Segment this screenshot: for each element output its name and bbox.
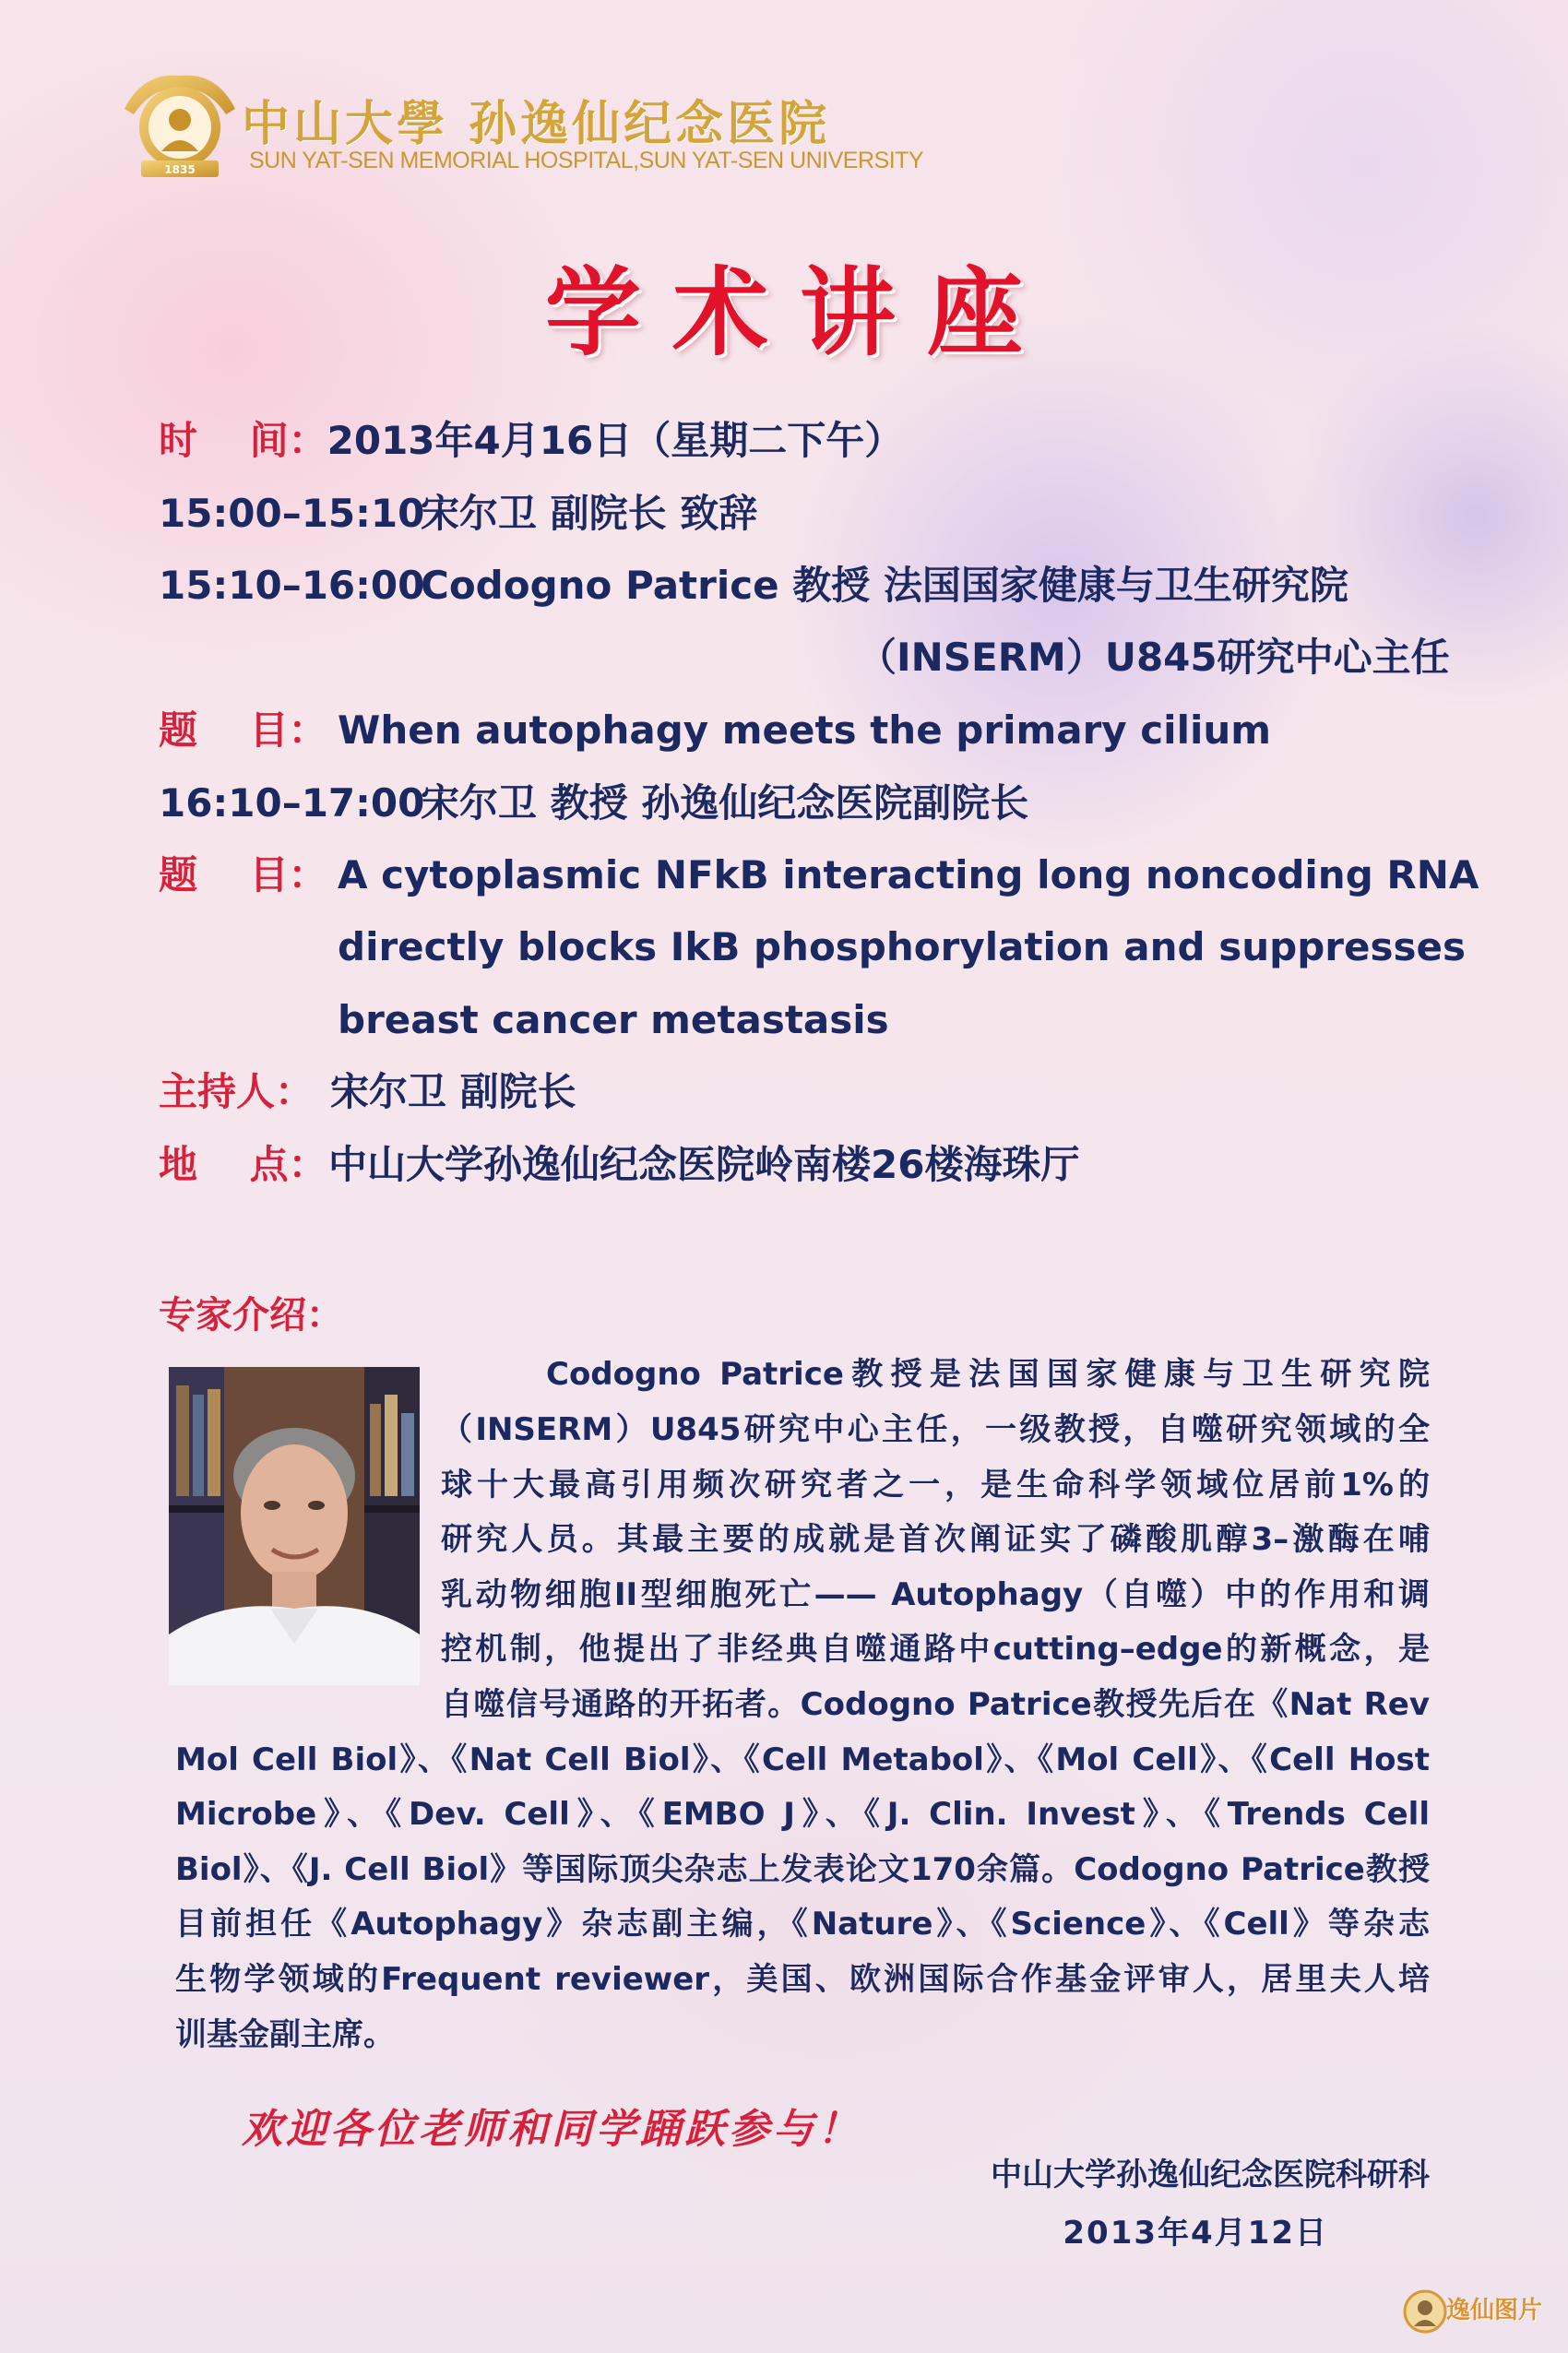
venue-value: 中山大学孙逸仙纪念医院岭南楼26楼海珠厅	[328, 1142, 1080, 1187]
host-value: 宋尔卫 副院长	[330, 1069, 576, 1114]
bio-line-4: 研究人员。其最主要的成就是首次阐证实了磷酸肌醇3–激酶在哺	[441, 1521, 1430, 1558]
topic2-line-3: breast cancer metastasis	[338, 997, 889, 1042]
watermark-text: 逸仙图片	[1446, 2297, 1543, 2324]
welcome-message: 欢迎各位老师和同学踊跃参与！	[242, 2106, 861, 2153]
bio-line-8: Mol Cell Biol》、《Nat Cell Biol》、《Cell Metabol》、《Mol Cell》、《Cell Host	[175, 1741, 1430, 1778]
bio-line-7: 自噬信号通路的开拓者。Codogno Patrice教授先后在《Nat Rev	[441, 1686, 1430, 1723]
bio-line-12: 生物学领域的Frequent reviewer，美国、欧洲国际合作基金评审人，居里夫人培	[175, 1961, 1430, 1998]
item2-time: 15:10–16:00	[159, 563, 425, 608]
expert-section-title: 专家介绍：	[159, 1294, 343, 1337]
seal-year: 1835	[164, 163, 196, 176]
schedule-item-1	[159, 490, 757, 538]
time-row	[159, 417, 903, 465]
bio-line-6: 控机制，他提出了非经典自噬通路中cutting–edge的新概念，是	[441, 1631, 1430, 1668]
hospital-name-cn: 中山大學 孙逸仙纪念医院	[242, 96, 831, 152]
item3-text: 宋尔卫 教授 孙逸仙纪念医院副院长	[421, 780, 1029, 826]
bio-line-3: 球十大最高引用频次研究者之一，是生命科学领域位居前1%的	[441, 1467, 1430, 1503]
time-value: 2013年4月16日（星期二下午）	[327, 418, 904, 463]
host-row	[159, 1068, 576, 1116]
topic-2-row	[159, 851, 1479, 899]
topic2-line-2: directly blocks IkB phosphorylation and suppresses	[338, 924, 1466, 969]
topic1-text: When autophagy meets the primary cilium	[338, 707, 1272, 753]
organizer: 中山大学孙逸仙纪念医院科研科	[991, 2157, 1430, 2193]
topic-1-row	[159, 707, 1271, 755]
bio-line-5: 乳动物细胞II型细胞死亡—— Autophagy（自噬）中的作用和调	[441, 1576, 1430, 1613]
expert-photo	[169, 1367, 420, 1685]
topic1-label: 题 目：	[159, 707, 327, 753]
venue-label: 地 点：	[159, 1142, 327, 1187]
item2-continuation: （INSERM）U845研究中心主任	[858, 635, 1450, 680]
item1-text: 宋尔卫 副院长 致辞	[421, 491, 758, 536]
venue-row	[159, 1141, 1079, 1189]
issue-date: 2013年4月12日	[1063, 2215, 1328, 2252]
bio-line-11: 目前担任《Autophagy》杂志副主编，《Nature》、《Science》、《Cell》等杂志	[175, 1906, 1430, 1943]
schedule-item-2	[159, 562, 1348, 610]
bio-line-9: Microbe》、《Dev. Cell》、《EMBO J》、《J. Clin. Invest》、《Trends Cell	[175, 1796, 1430, 1833]
item3-time: 16:10–17:00	[159, 780, 425, 826]
topic2-line-1: A cytoplasmic NFkB interacting long noncoding RNA	[338, 852, 1479, 897]
hospital-name-en: SUN YAT-SEN MEMORIAL HOSPITAL,SUN YAT-SEN UNIVERSITY	[249, 148, 924, 173]
bio-line-10: Biol》、《J. Cell Biol》等国际顶尖杂志上发表论文170余篇。Codogno Patrice教授	[175, 1851, 1430, 1888]
hospital-seal-logo	[115, 72, 244, 181]
time-label: 时 间：	[159, 418, 327, 463]
bio-line-13: 训基金副主席。	[175, 2016, 395, 2053]
page-title: 学术讲座	[544, 256, 1054, 369]
item2-text: Codogno Patrice 教授 法国国家健康与卫生研究院	[421, 563, 1348, 608]
bio-line-2: （INSERM）U845研究中心主任，一级教授，自噬研究领域的全	[441, 1411, 1430, 1448]
item1-time: 15:00–15:10	[159, 491, 425, 536]
bio-line-1: Codogno Patrice教授是法国国家健康与卫生研究院	[546, 1356, 1430, 1393]
topic2-label: 题 目：	[159, 852, 327, 897]
host-label: 主持人：	[159, 1069, 315, 1114]
schedule-item-3	[159, 779, 1028, 827]
